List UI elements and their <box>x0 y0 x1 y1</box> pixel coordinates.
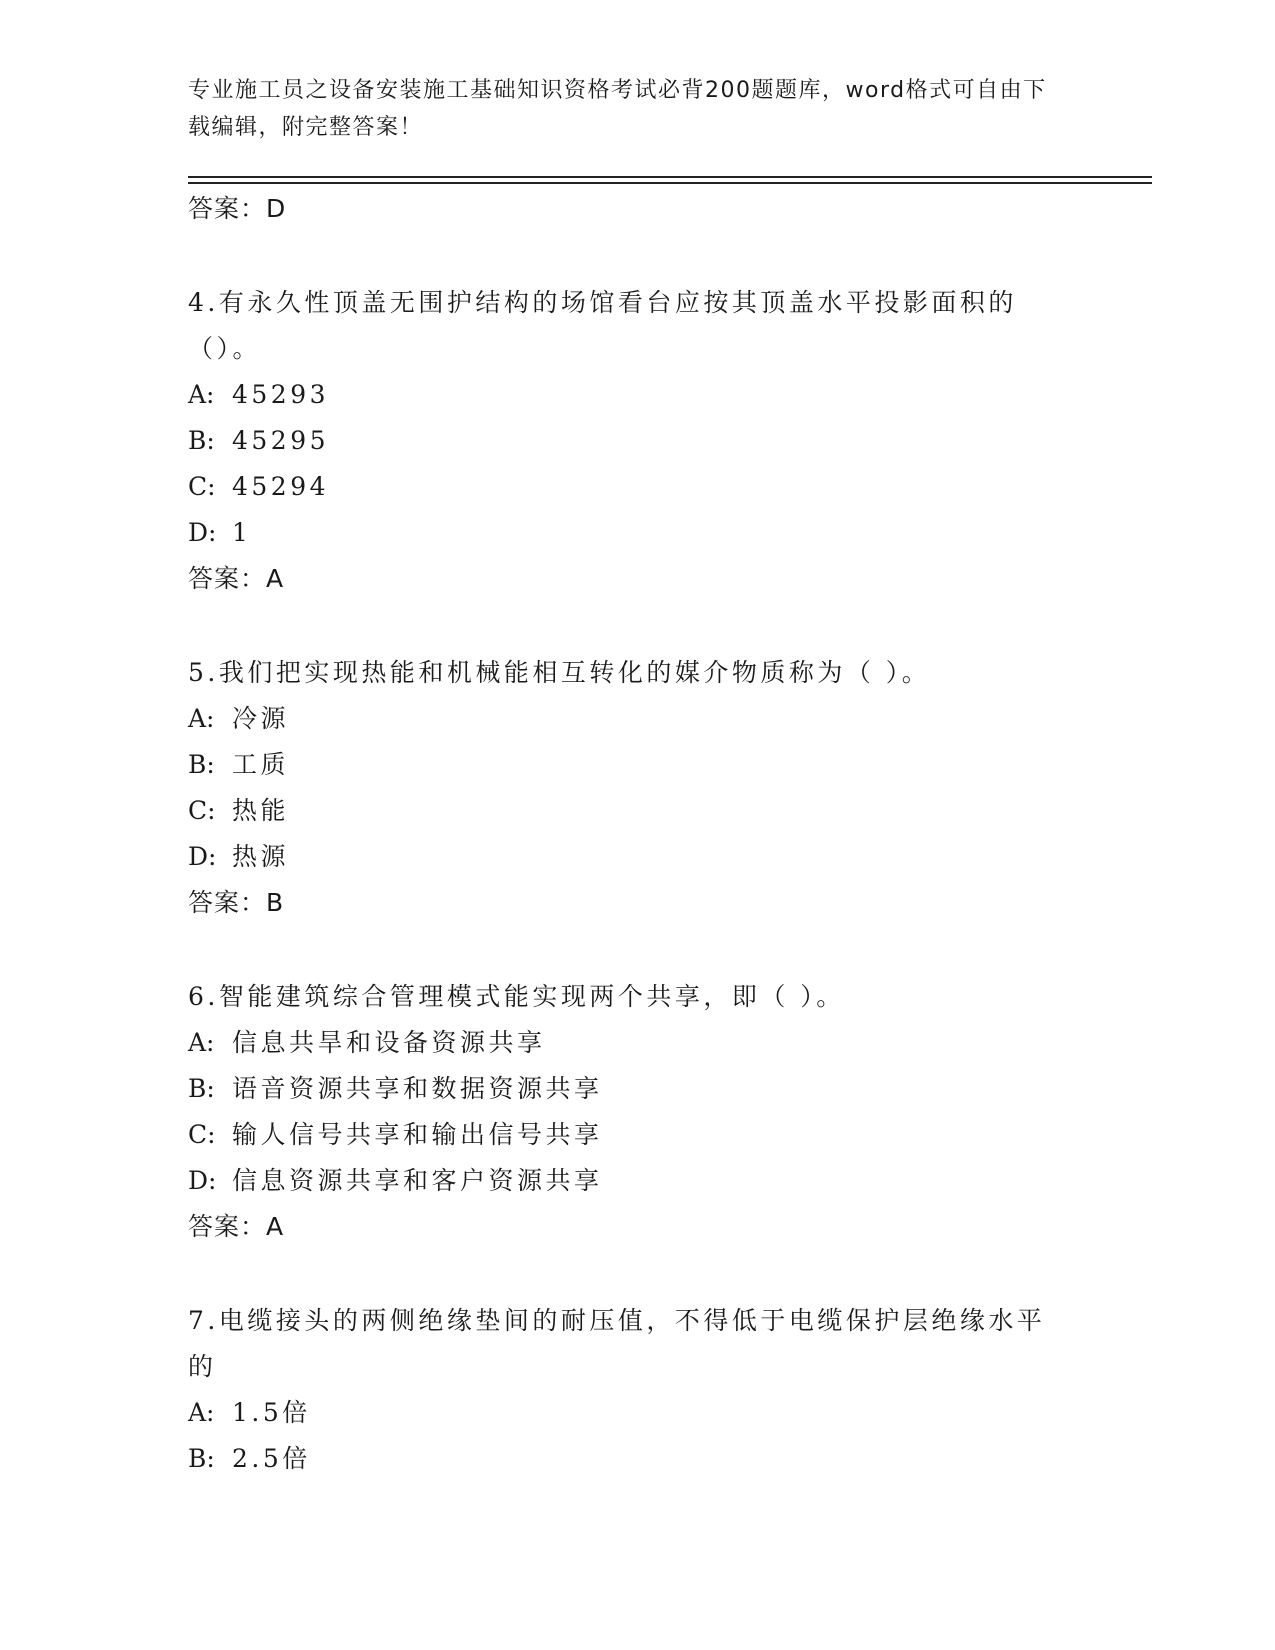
answer-line: 答案：A <box>188 564 285 593</box>
option-text: 45294 <box>232 472 330 501</box>
question-list <box>188 186 1088 1482</box>
option-b <box>188 1436 1088 1482</box>
option-letter: B: <box>188 750 215 779</box>
option-letter: D: <box>188 842 217 871</box>
option-b <box>188 742 1088 788</box>
option-text: 语音资源共享和数据资源共享 <box>232 1074 603 1103</box>
option-text: 45295 <box>232 426 330 455</box>
option-letter: A: <box>188 1028 215 1057</box>
answer-line: 答案：D <box>188 194 287 223</box>
option-a <box>188 1020 1088 1066</box>
option-c <box>188 788 1088 834</box>
option-letter: A: <box>188 380 215 409</box>
option-a <box>188 372 1088 418</box>
question-stem: 4.有永久性顶盖无围护结构的场馆看台应按其顶盖水平投影面积的（）。 <box>188 288 1017 363</box>
option-letter: B: <box>188 1444 215 1473</box>
option-d <box>188 1158 1088 1204</box>
answer-line: 答案：A <box>188 1212 285 1241</box>
option-letter: D: <box>188 518 217 547</box>
question-4 <box>188 280 1088 602</box>
header-divider-bottom <box>188 182 1152 184</box>
option-text: 1 <box>232 518 252 547</box>
option-text: 工质 <box>232 750 290 779</box>
option-text: 信息资源共享和客户资源共享 <box>232 1166 603 1195</box>
option-text: 热源 <box>232 842 290 871</box>
option-letter: A: <box>188 704 215 733</box>
option-text: 2.5倍 <box>232 1444 311 1473</box>
option-d <box>188 510 1088 556</box>
option-a <box>188 696 1088 742</box>
question-stem: 7.电缆接头的两侧绝缘垫间的耐压值，不得低于电缆保护层绝缘水平的 <box>188 1306 1046 1381</box>
option-letter: C: <box>188 796 216 825</box>
option-d <box>188 834 1088 880</box>
option-letter: C: <box>188 1120 216 1149</box>
question-7 <box>188 1298 1088 1482</box>
option-text: 热能 <box>232 796 290 825</box>
document-header: 专业施工员之设备安装施工基础知识资格考试必背200题题库，word格式可自由下载编辑，附完整答案！ <box>188 78 1047 140</box>
header-divider-top <box>188 176 1152 178</box>
option-b <box>188 1066 1088 1112</box>
option-letter: B: <box>188 426 215 455</box>
option-letter: C: <box>188 472 216 501</box>
option-letter: A: <box>188 1398 215 1427</box>
question-6 <box>188 974 1088 1250</box>
option-text: 输人信号共享和输出信号共享 <box>232 1120 603 1149</box>
option-text: 1.5倍 <box>232 1398 311 1427</box>
option-letter: D: <box>188 1166 217 1195</box>
option-text: 45293 <box>232 380 330 409</box>
question-stem: 5.我们把实现热能和机械能相互转化的媒介物质称为（ ）。 <box>188 658 931 687</box>
option-text: 冷源 <box>232 704 290 733</box>
option-text: 信息共旱和设备资源共享 <box>232 1028 546 1057</box>
question-stem: 6.智能建筑综合管理模式能实现两个共享，即（ ）。 <box>188 982 845 1011</box>
option-letter: B: <box>188 1074 215 1103</box>
question-5 <box>188 650 1088 926</box>
option-c <box>188 464 1088 510</box>
option-c <box>188 1112 1088 1158</box>
option-b <box>188 418 1088 464</box>
answer-line: 答案：B <box>188 888 285 917</box>
option-a <box>188 1390 1088 1436</box>
